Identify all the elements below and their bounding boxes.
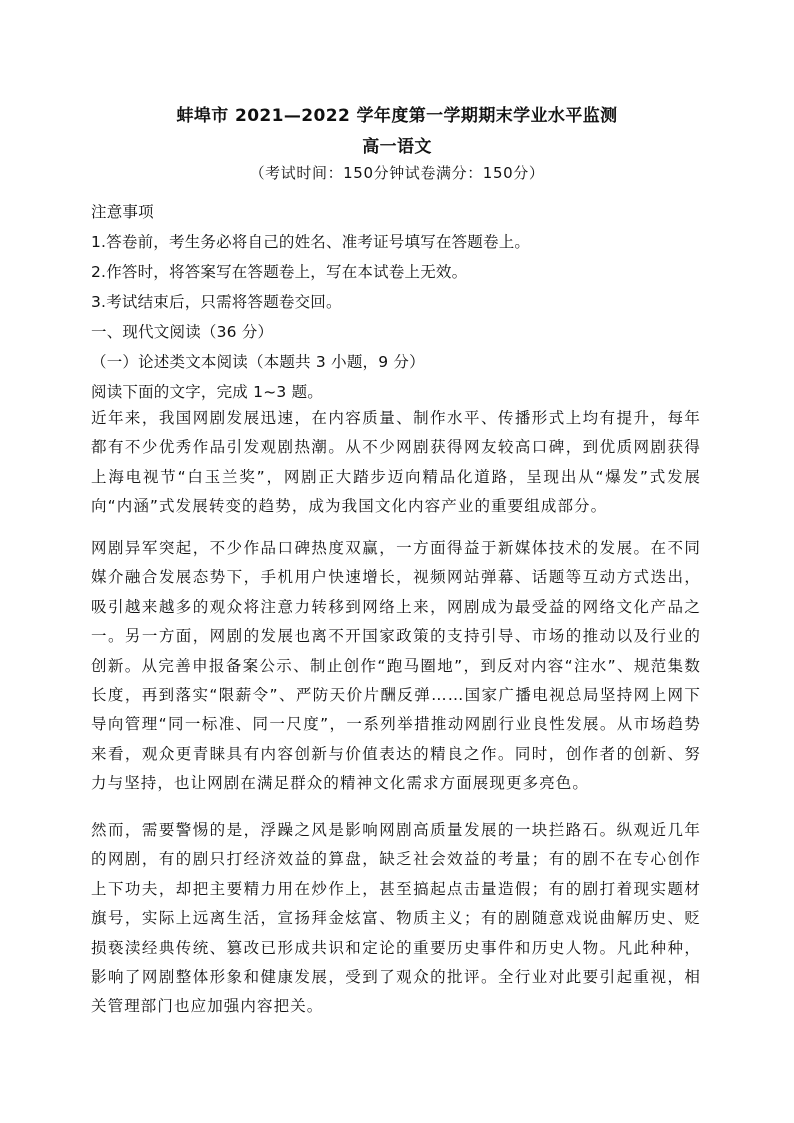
- notice-item-3: 3.考试结束后，只需将答题卷交回。: [91, 293, 342, 311]
- reading-instruction: 阅读下面的文字，完成 1~3 题。: [91, 383, 323, 401]
- passage-paragraph-1: 近年来，我国网剧发展迅速，在内容质量、制作水平、传播形式上均有提升，每年都有不少优秀作品引发观剧热潮。从不少网剧获得网友较高口碑，到优质网剧获得上海电视节“白玉兰奖”，网剧正大踏步迈向精品化道路，呈现出从“爆发”式发展向“内涵”式发展转变的趋势，成为我国文化内容产业的重要组成部分。: [91, 409, 701, 516]
- section-subheading: （一）论述类文本阅读（本题共 3 小题，9 分）: [91, 353, 425, 371]
- notice-heading: 注意事项: [91, 203, 154, 221]
- exam-title: 蚌埠市 2021—2022 学年度第一学期期末学业水平监测: [176, 106, 618, 126]
- exam-info: （考试时间：150分钟试卷满分：150分）: [249, 164, 545, 182]
- notice-item-2: 2.作答时，将答案写在答题卷上，写在本试卷上无效。: [91, 263, 468, 281]
- passage-paragraph-3: 然而，需要警惕的是，浮躁之风是影响网剧高质量发展的一块拦路石。纵观近几年的网剧，有的剧只打经济效益的算盘，缺乏社会效益的考量；有的剧不在专心创作上下功夫，却把主要精力用在炒作上，甚至搞起点击量造假；有的剧打着现实题材旗号，实际上远离生活，宣扬拜金炫富、物质主义；有的剧随意戏说曲解历史、贬损亵渎经典传统、篡改已形成共识和定论的重要历史事件和历史人物。凡此种种，影响了网剧整体形象和健康发展，受到了观众的批评。全行业对此要引起重视，相关管理部门也应加强内容把关。: [91, 821, 701, 1016]
- passage-paragraph-2: 网剧异军突起，不少作品口碑热度双赢，一方面得益于新媒体技术的发展。在不同媒介融合发展态势下，手机用户快速增长，视频网站弹幕、话题等互动方式迭出，吸引越来越多的观众将注意力转移到网络上来，网剧成为最受益的网络文化产品之一。另一方面，网剧的发展也离不开国家政策的支持引导、市场的推动以及行业的创新。从完善申报备案公示、制止创作“跑马圈地”，到反对内容“注水”、规范集数长度，再到落实“限薪令”、严防天价片酬反弹……国家广播电视总局坚持网上网下导向管理“同一标准、同一尺度”，一系列举措推动网剧行业良性发展。从市场趋势来看，观众更青睐具有内容创新与价值表达的精良之作。同时，创作者的创新、努力与坚持，也让网剧在满足群众的精神文化需求方面展现更多亮色。: [91, 539, 701, 793]
- subject-title: 高一语文: [362, 137, 432, 157]
- notice-item-1: 1.答卷前，考生务必将自己的姓名、准考证号填写在答题卷上。: [91, 233, 531, 251]
- section-heading: 一、现代文阅读（36 分）: [91, 323, 274, 341]
